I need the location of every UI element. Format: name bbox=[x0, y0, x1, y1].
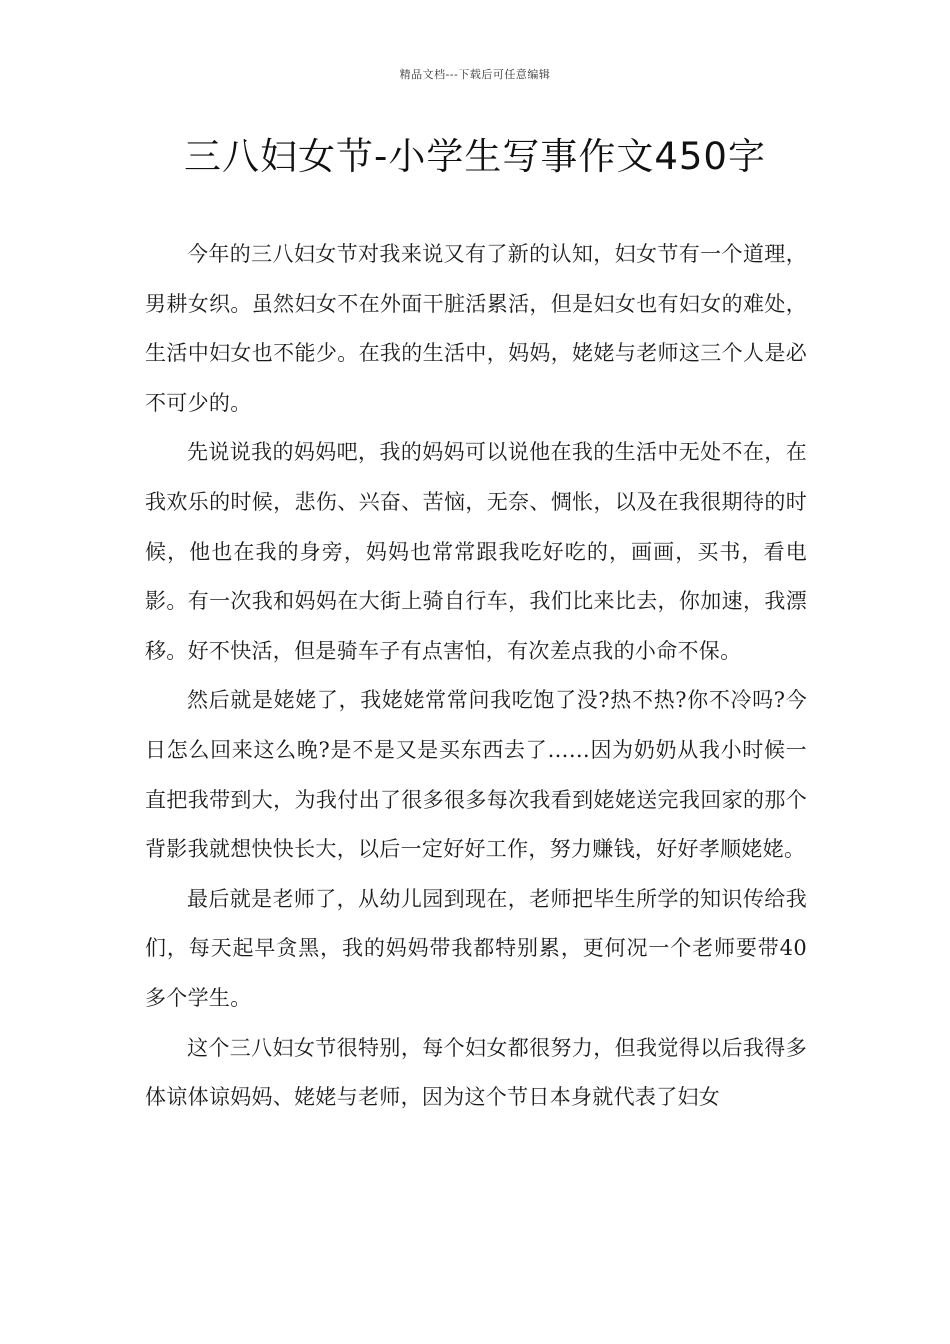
paragraph-4: 最后就是老师了，从幼儿园到现在，老师把毕生所学的知识传给我们，每天起早贪黑，我的妈妈带我都特别累，更何况一个老师要带40多个学生。 bbox=[145, 886, 807, 1010]
paragraph-3: 然后就是姥姥了，我姥姥常常问我吃饱了没?热不热?你不冷吗?今日怎么回来这么晚?是不是又是买东西去了……因为奶奶从我小时候一直把我带到大，为我付出了很多很多每次我看到姥姥送完我回家的那个背影我就想快快长大，以后一定好好工作，努力赚钱，好好孝顺姥姥。 bbox=[145, 688, 807, 862]
header-note: 精品文档---下载后可任意编辑 bbox=[399, 68, 551, 81]
document-title: 三八妇女节-小学生写事作文450字 bbox=[184, 135, 766, 178]
essay-body bbox=[145, 230, 807, 1123]
paragraph-5: 这个三八妇女节很特别，每个妇女都很努力，但我觉得以后我得多体谅体谅妈妈、姥姥与老师，因为这个节日本身就代表了妇女 bbox=[145, 1035, 807, 1110]
paragraph-2: 先说说我的妈妈吧，我的妈妈可以说他在我的生活中无处不在，在我欢乐的时候，悲伤、兴奋、苦恼，无奈、惆怅，以及在我很期待的时候，他也在我的身旁，妈妈也常常跟我吃好吃的，画画，买书，看电影。有一次我和妈妈在大街上骑自行车，我们比来比去，你加速，我漂移。好不快活，但是骑车子有点害怕，有次差点我的小命不保。 bbox=[145, 440, 807, 663]
paragraph-1: 今年的三八妇女节对我来说又有了新的认知，妇女节有一个道理，男耕女织。虽然妇女不在外面干脏活累活，但是妇女也有妇女的难处，生活中妇女也不能少。在我的生活中，妈妈，姥姥与老师这三个人是必不可少的。 bbox=[145, 242, 807, 415]
